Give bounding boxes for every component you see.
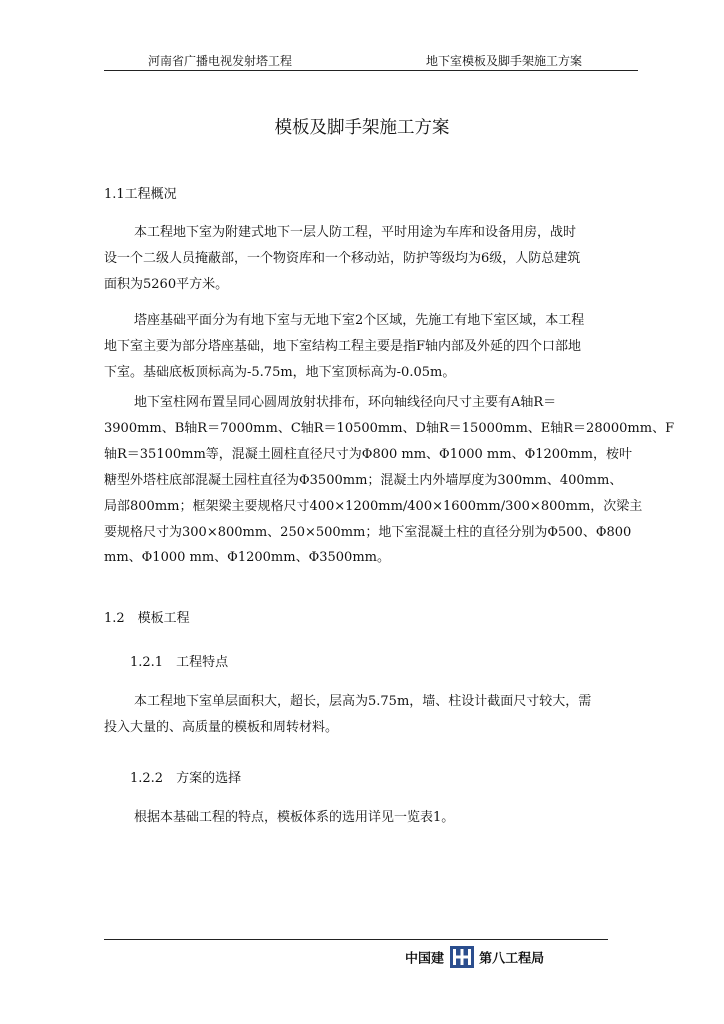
paragraph-overview-2 <box>104 308 636 386</box>
text-line: 面积为5260平方米。 <box>104 276 229 292</box>
text-line: 局部800mm；框架梁主要规格尺寸400×1200mm/400×1600mm/300×800mm，次梁主 <box>104 498 643 514</box>
paragraph-features <box>104 689 636 741</box>
text-line: 设一个二级人员掩蔽部，一个物资库和一个移动站，防护等级均为6级，人防总建筑 <box>104 250 581 266</box>
footer-company-left: 中国建 <box>405 951 445 967</box>
text-line: 要规格尺寸为300×800mm、250×500mm；地下室混凝土柱的直径分别为Φ500、Φ800 <box>104 524 632 540</box>
section-heading-1-1: 1.1工程概况 <box>104 187 177 202</box>
subsection-heading-1-2-1: 1.2.1 工程特点 <box>130 655 229 670</box>
footer-company-right: 第八工程局 <box>479 951 545 967</box>
text-line: 投入大量的、高质量的模板和周转材料。 <box>104 719 339 735</box>
text-line: 塔座基础平面分为有地下室与无地下室2个区域，先施工有地下室区域，本工程 <box>134 313 585 328</box>
paragraph-scheme-selection <box>104 805 636 831</box>
footer-rule <box>104 939 608 940</box>
company-logo-icon <box>450 946 474 968</box>
paragraph-overview-3 <box>104 390 675 571</box>
text-line: 地下室主要为部分塔座基础，地下室结构工程主要是指F轴内部及外延的四个口部地 <box>104 338 582 354</box>
text-line: 本工程地下室单层面积大，超长，层高为5.75m，墙、柱设计截面尺寸较大，需 <box>134 694 592 709</box>
page-header <box>104 50 638 71</box>
subsection-heading-1-2-2: 1.2.2 方案的选择 <box>130 771 242 786</box>
page-footer <box>405 946 544 968</box>
header-document-title: 地下室模板及脚手架施工方案 <box>426 54 583 68</box>
text-line: 下室。基础底板顶标高为-5.75m，地下室顶标高为-0.05m。 <box>104 364 456 380</box>
text-line: 本工程地下室为附建式地下一层人防工程，平时用途为车库和设备用房，战时 <box>134 225 577 240</box>
document-title: 模板及脚手架施工方案 <box>274 118 450 138</box>
text-line: 糖型外塔柱底部混凝土园柱直径为Φ3500mm；混凝土内外墙厚度为300mm、400mm、 <box>104 472 623 488</box>
header-project-name: 河南省广播电视发射塔工程 <box>148 54 293 68</box>
text-line: 地下室柱网布置呈同心圆周放射状排布，环向轴线径向尺寸主要有A轴R＝ <box>134 395 557 410</box>
paragraph-overview-1 <box>104 220 636 298</box>
text-line: 轴R＝35100mm等，混凝土圆柱直径尺寸为Φ800 mm、Φ1000 mm、Φ1200mm，桉叶 <box>104 446 632 462</box>
text-line: mm、Φ1000 mm、Φ1200mm、Φ3500mm。 <box>104 550 390 566</box>
section-heading-1-2: 1.2 模板工程 <box>104 611 190 626</box>
text-line: 3900mm、B轴R＝7000mm、C轴R＝10500mm、D轴R＝15000mm、E轴R＝28000mm、F <box>104 420 675 436</box>
text-line: 根据本基础工程的特点，模板体系的选用详见一览表1。 <box>134 810 455 825</box>
